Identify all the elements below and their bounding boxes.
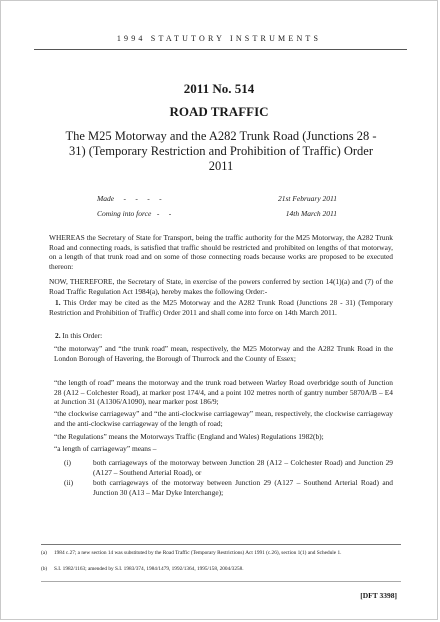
list-item-text: both carriageways of the motorway between Junction 29 (A127 – Southend Arterial Road) and Junction 30 (A13 – Mar Dyke Interchange);: [93, 478, 393, 497]
footnote-text: S.I. 1982/1163; amended by S.I. 1983/374, 1984/1479, 1992/1364, 1995/158, 2004/3258.: [54, 566, 244, 572]
article-1-number: 1.: [55, 298, 61, 307]
list-item-marker: (ii): [64, 478, 74, 487]
footnote-marker: (a): [41, 550, 47, 556]
article-2-number: 2.: [55, 331, 61, 340]
force-label: Coming into force - -: [97, 209, 172, 218]
instrument-subject: ROAD TRAFFIC: [169, 104, 269, 119]
made-value: 21st February 2011: [277, 194, 337, 203]
header-rule: [34, 49, 407, 50]
now-paragraph: NOW, THEREFORE, the Secretary of State, in exercise of the powers conferred by section 14(1)(a) and (7) of the Road Traffic Regulation Act 1984(a), hereby makes the following Order:-: [49, 277, 393, 296]
article-1: [49, 298, 393, 317]
made-label: Made - - - -: [97, 194, 162, 203]
list-item-text: both carriageways of the motorway between Junction 28 (A12 – Colchester Road) and Junction 29 (A127 – Southend Arterial Road), or: [93, 458, 393, 477]
definition-length-of-carriageway: “a length of carriageway” means –: [54, 444, 157, 453]
definition-carriageways: “the clockwise carriageway” and “the anti-clockwise carriageway” mean, respectively, the clockwise carriageway and the anti-clockwise carriageway of the length of road;: [54, 409, 393, 428]
bottom-rule: [41, 581, 401, 582]
instrument-number: 2011 No. 514: [183, 81, 255, 96]
article-2-text: In this Order:: [60, 331, 103, 340]
whereas-paragraph: WHEREAS the Secretary of State for Transport, being the traffic authority for the M25 Motorway, the A282 Trunk Road and connecting roads, is satisfied that traffic should be restricted and prohibited on lengths of that motorway, on a length of that trunk road and on some of those connecting roads because works are proposed to be executed thereon:: [49, 233, 393, 271]
instrument-title: The M25 Motorway and the A282 Trunk Road (Junctions 28 - 31) (Temporary Restriction and Prohibition of Traffic) Order 2011: [65, 129, 377, 173]
article-2: [49, 331, 393, 341]
footnote-rule: [41, 544, 401, 545]
list-item-marker: (i): [64, 458, 71, 467]
article-1-text: This Order may be cited as the M25 Motorway and the A282 Trunk Road (Junctions 28 - 31) (Temporary Restriction and Prohibition of Traffic) Order 2011 and shall come into force on 14th March 2011.: [49, 298, 393, 317]
series-header: 1994 STATUTORY INSTRUMENTS: [116, 34, 322, 43]
footnote-marker: (b): [41, 566, 48, 572]
definition-motorway: “the motorway” and “the trunk road” mean, respectively, the M25 Motorway and the A282 Trunk Road in the London Borough of Havering, the Borough of Thurrock and the County of Essex;: [54, 344, 393, 363]
footnote-text: 1984 c.27; a new section 14 was substituted by the Road Traffic (Temporary Restrictions) Act 1991 (c.26), section 1(1) and Schedule 1.: [54, 550, 342, 556]
reference-code: [DFT 3398]: [360, 591, 397, 600]
definition-regulations: “the Regulations” means the Motorways Traffic (England and Wales) Regulations 1982(b);: [54, 432, 324, 441]
definition-length-of-road: “the length of road” means the motorway and the trunk road between Warley Road overbridge south of Junction 28 (A12 – Colchester Road), at marker post 174/4, and a point 102 metres north of gantry number 5870A/B – E4 at Junction 31 (A1306/A1090), near marker post 186/9;: [54, 378, 393, 407]
force-value: 14th March 2011: [285, 209, 337, 218]
